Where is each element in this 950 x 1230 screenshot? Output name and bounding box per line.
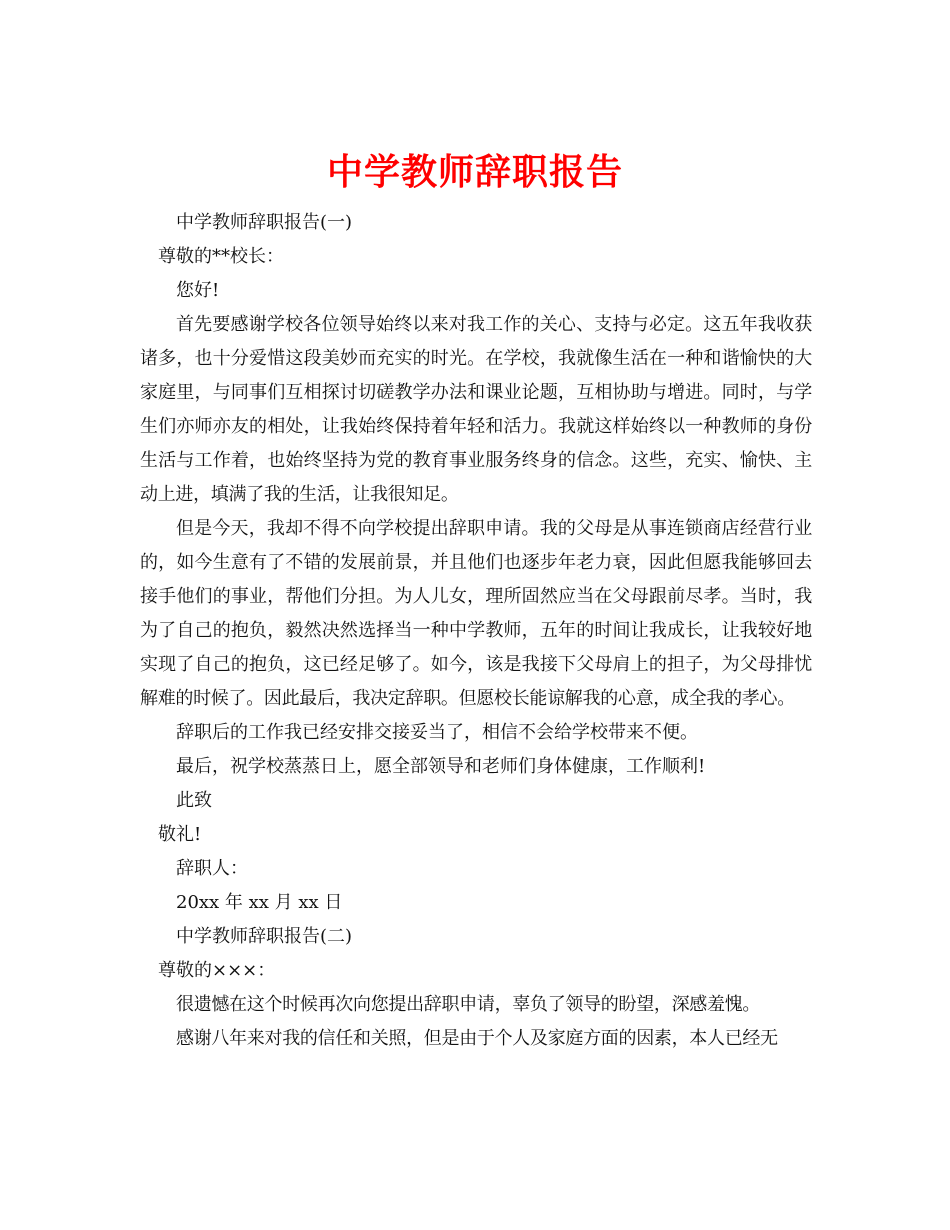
body-paragraph-3: 辞职后的工作我已经安排交接妥当了，相信不会给学校带来不便。 (176, 722, 698, 743)
salutation-1: 尊敬的**校长： (158, 246, 284, 267)
signature-date: 20xx 年 xx 月 xx 日 (176, 892, 343, 913)
body-paragraph-4: 最后，祝学校蒸蒸日上，愿全部领导和老师们身体健康，工作顺利! (176, 756, 706, 777)
body-paragraph-2: 但是今天，我却不得不向学校提出辞职申请。我的父母是从事连锁商店经营行业的，如今生意有了不错的发展前景，并且他们也逐步年老力衰，因此但愿我能够回去接手他们的事业，帮他们分担。为人儿女，理所固然应当在父母跟前尽孝。当时，我为了自己的抱负，毅然决然选择当一种中学教师，五年的时间让我成长，让我较好地实现了自己的抱负，这已经足够了。如今，该是我接下父母肩上的担子，为父母排忧解难的时候了。因此最后，我决定辞职。但愿校长能谅解我的心意，成全我的孝心。 (140, 518, 812, 709)
document-body (140, 206, 812, 1056)
body-paragraph-6: 感谢八年来对我的信任和关照，但是由于个人及家庭方面的因素，本人已经无 (176, 1028, 778, 1049)
section-heading-2: 中学教师辞职报告(二) (176, 926, 353, 947)
body-paragraph-1: 首先要感谢学校各位领导始终以来对我工作的关心、支持与必定。这五年我收获诸多，也十分爱惜这段美妙而充实的时光。在学校，我就像生活在一种和谐愉快的大家庭里，与同事们互相探讨切磋教学办法和课业论题，互相协助与增进。同时，与学生们亦师亦友的相处，让我始终保持着年轻和活力。我就这样始终以一种教师的身份生活与工作着，也始终坚持为党的教育事业服务终身的信念。这些，充实、愉快、主动上进，填满了我的生活，让我很知足。 (140, 314, 812, 505)
document-title: 中学教师辞职报告 (326, 151, 623, 194)
salutation-2: 尊敬的×××： (158, 960, 276, 981)
section-heading-1: 中学教师辞职报告(一) (176, 212, 353, 233)
closing-salute: 敬礼! (158, 824, 202, 845)
closing-line: 此致 (176, 790, 212, 811)
body-paragraph-5: 很遗憾在这个时候再次向您提出辞职申请，辜负了领导的盼望，深感羞愧。 (176, 994, 761, 1015)
greeting: 您好! (176, 280, 220, 301)
signature-label: 辞职人： (176, 858, 248, 879)
